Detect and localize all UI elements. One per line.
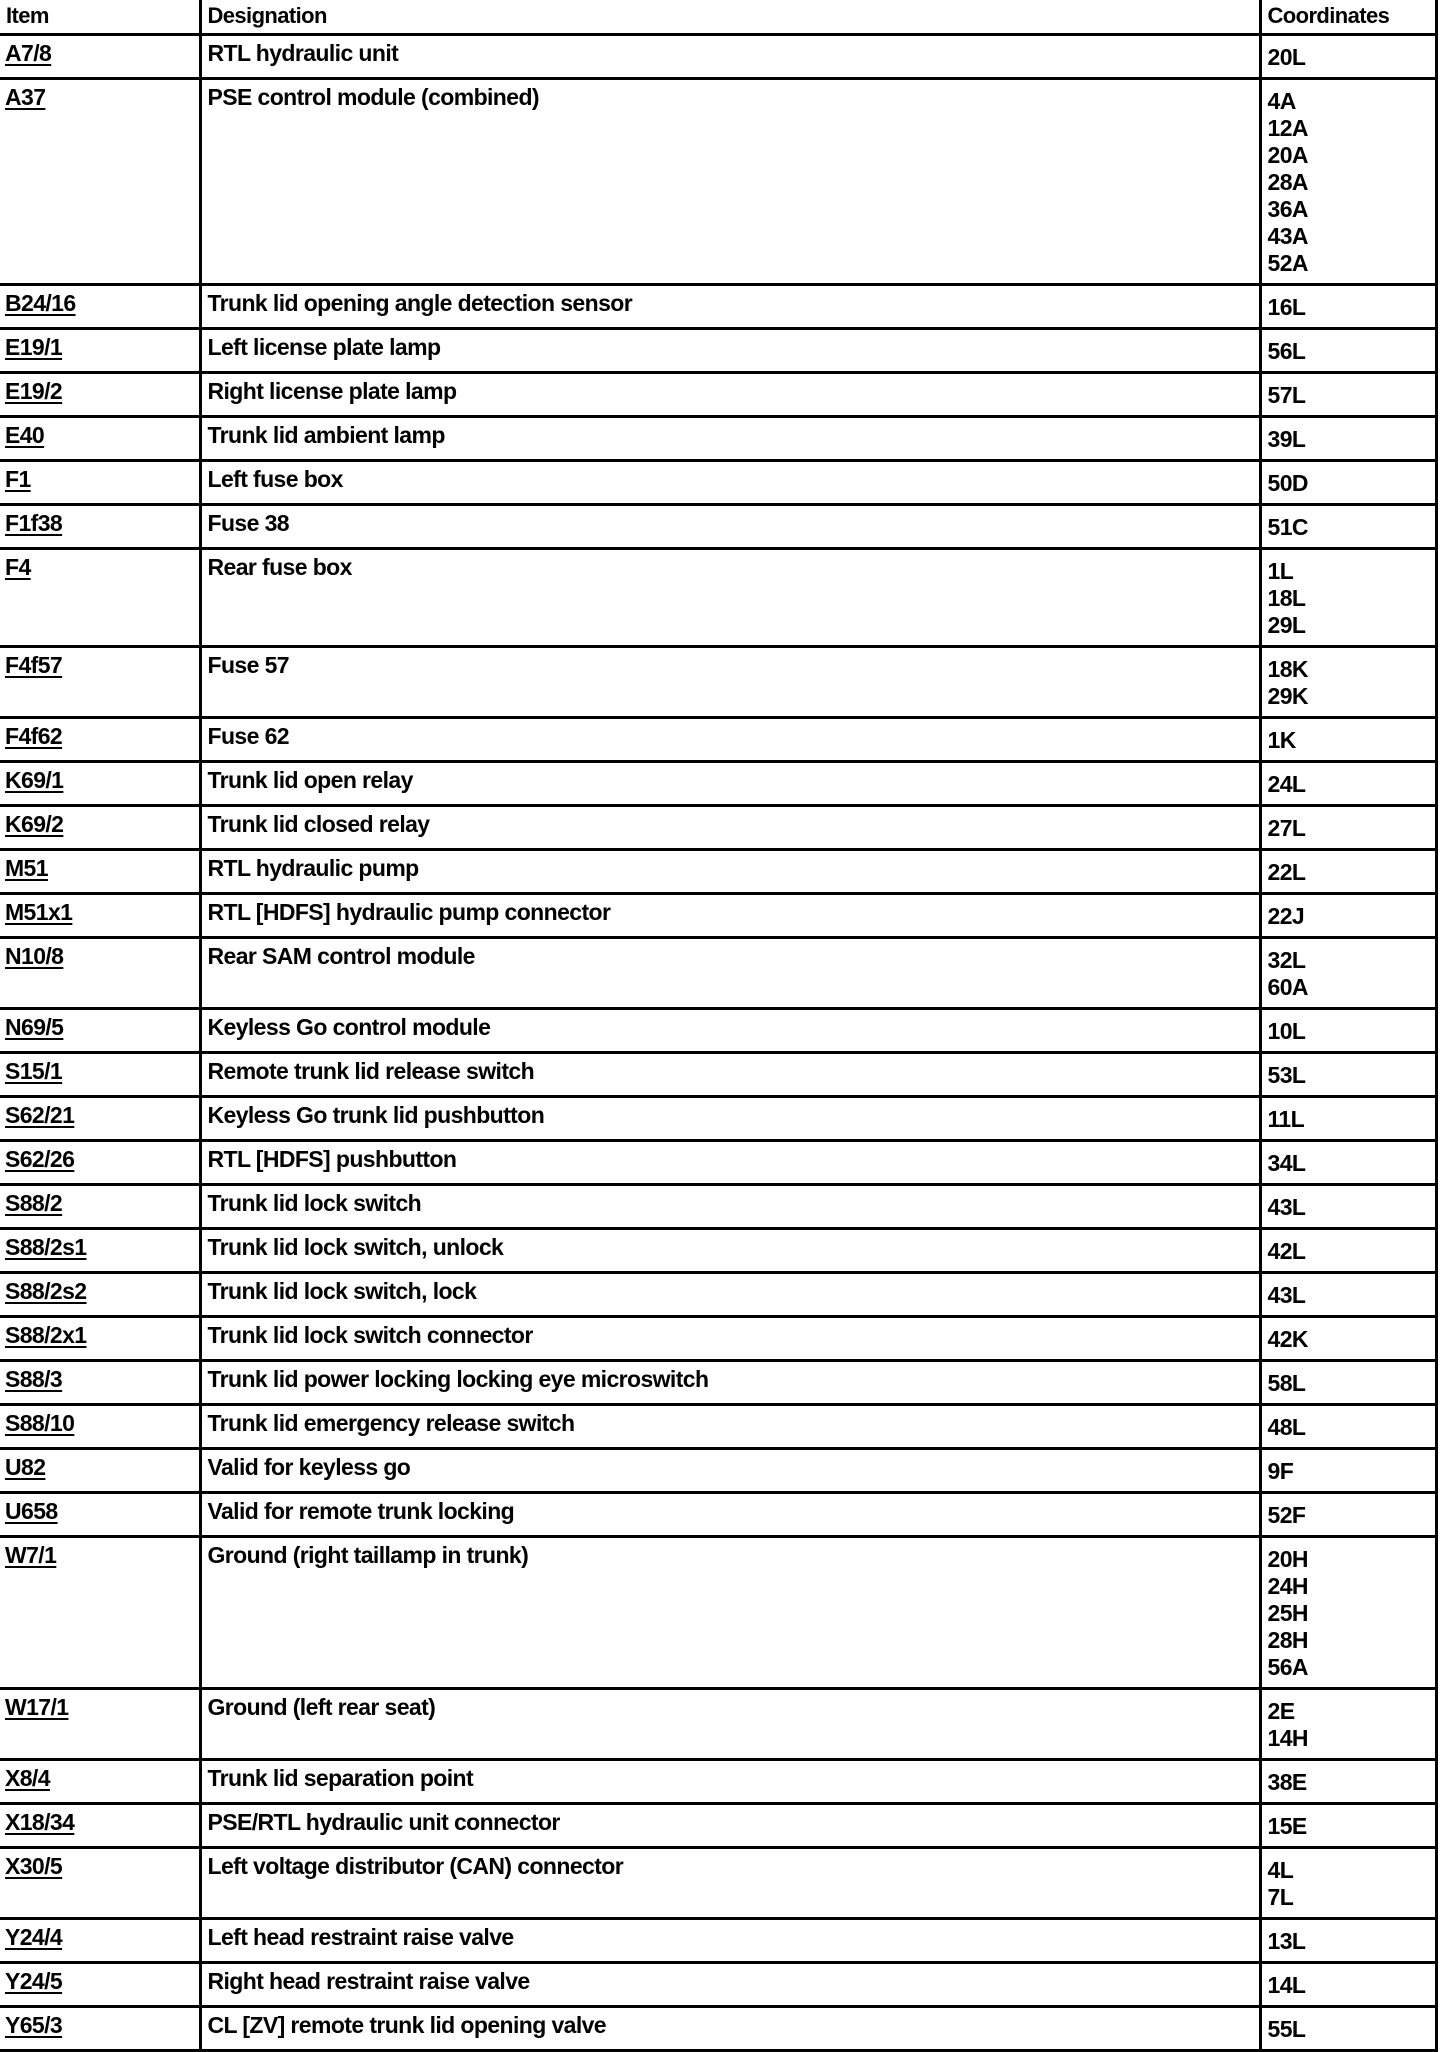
table-row: [0, 417, 1436, 461]
item-cell: [0, 285, 200, 329]
coordinate-value: 20A: [1267, 142, 1308, 168]
coordinate-value: 18L: [1267, 585, 1306, 611]
item-link[interactable]: S88/2x1: [5, 1322, 87, 1348]
column-header-designation: Designation: [200, 0, 1260, 35]
coordinate-value: 51C: [1267, 514, 1308, 540]
item-cell: [0, 1848, 200, 1919]
item-cell: [0, 1317, 200, 1361]
coordinates-cell: [1260, 1919, 1436, 1963]
item-link[interactable]: S62/21: [5, 1102, 75, 1128]
table-row: [0, 762, 1436, 806]
item-cell: [0, 79, 200, 285]
coordinates-cell: [1260, 718, 1436, 762]
designation-cell: Trunk lid open relay: [200, 762, 1260, 806]
designation-cell: Trunk lid closed relay: [200, 806, 1260, 850]
designation-cell: Remote trunk lid release switch: [200, 1053, 1260, 1097]
coordinate-value: 55L: [1267, 2016, 1306, 2042]
coordinates-cell: [1260, 79, 1436, 285]
item-link[interactable]: S88/3: [5, 1366, 63, 1392]
coordinates-cell: [1260, 1449, 1436, 1493]
designation-cell: Left head restraint raise valve: [200, 1919, 1260, 1963]
table-row: [0, 285, 1436, 329]
coordinates-cell: [1260, 1760, 1436, 1804]
coordinates-cell: [1260, 1493, 1436, 1537]
table-row: [0, 1689, 1436, 1760]
item-link[interactable]: U658: [5, 1498, 58, 1524]
item-cell: [0, 1185, 200, 1229]
coordinate-value: 29K: [1267, 683, 1308, 709]
item-cell: [0, 1009, 200, 1053]
coordinate-value: 14L: [1267, 1972, 1306, 1998]
designation-cell: PSE control module (combined): [200, 79, 1260, 285]
coordinate-value: 56L: [1267, 338, 1306, 364]
coordinates-cell: [1260, 35, 1436, 79]
designation-cell: Rear SAM control module: [200, 938, 1260, 1009]
coordinate-value: 38E: [1267, 1769, 1307, 1795]
table-row: [0, 806, 1436, 850]
item-link[interactable]: B24/16: [5, 290, 76, 316]
item-cell: [0, 373, 200, 417]
column-header-item: Item: [0, 0, 200, 35]
table-body: [0, 35, 1436, 2051]
item-cell: [0, 1097, 200, 1141]
designation-cell: Rear fuse box: [200, 549, 1260, 647]
coordinates-cell: [1260, 2007, 1436, 2051]
coordinate-value: 22J: [1267, 903, 1305, 929]
item-cell: [0, 1760, 200, 1804]
item-cell: [0, 938, 200, 1009]
item-link[interactable]: S15/1: [5, 1058, 63, 1084]
item-cell: [0, 417, 200, 461]
item-link[interactable]: Y24/4: [5, 1924, 63, 1950]
designation-cell: Right head restraint raise valve: [200, 1963, 1260, 2007]
designation-cell: Trunk lid opening angle detection sensor: [200, 285, 1260, 329]
item-link[interactable]: E19/2: [5, 378, 63, 404]
item-cell: [0, 647, 200, 718]
item-link[interactable]: U82: [5, 1454, 46, 1480]
coordinate-value: 24H: [1267, 1573, 1308, 1599]
table-row: [0, 850, 1436, 894]
item-cell: [0, 1361, 200, 1405]
item-link[interactable]: N69/5: [5, 1014, 64, 1040]
designation-cell: Trunk lid lock switch, lock: [200, 1273, 1260, 1317]
table-row: [0, 1141, 1436, 1185]
designation-cell: Trunk lid separation point: [200, 1760, 1260, 1804]
designation-cell: Keyless Go trunk lid pushbutton: [200, 1097, 1260, 1141]
item-link[interactable]: S88/2: [5, 1190, 63, 1216]
coordinate-value: 53L: [1267, 1062, 1306, 1088]
designation-cell: PSE/RTL hydraulic unit connector: [200, 1804, 1260, 1848]
coordinate-value: 10L: [1267, 1018, 1306, 1044]
table-row: [0, 1405, 1436, 1449]
item-link[interactable]: F1: [5, 466, 31, 492]
table-row: [0, 35, 1436, 79]
designation-cell: Valid for keyless go: [200, 1449, 1260, 1493]
coordinate-value: 18K: [1267, 656, 1308, 682]
coordinate-value: 11L: [1267, 1106, 1305, 1132]
item-link[interactable]: A7/8: [5, 40, 52, 66]
item-link[interactable]: M51: [5, 855, 48, 881]
item-link[interactable]: F4f57: [5, 652, 63, 678]
item-link[interactable]: F1f38: [5, 510, 63, 536]
coordinate-value: 24L: [1267, 771, 1306, 797]
coordinates-cell: [1260, 938, 1436, 1009]
designation-cell: Trunk lid lock switch: [200, 1185, 1260, 1229]
item-cell: [0, 1493, 200, 1537]
designation-cell: Trunk lid lock switch, unlock: [200, 1229, 1260, 1273]
item-link[interactable]: Y65/3: [5, 2012, 63, 2038]
item-cell: [0, 718, 200, 762]
designation-cell: CL [ZV] remote trunk lid opening valve: [200, 2007, 1260, 2051]
table-row: [0, 1317, 1436, 1361]
item-cell: [0, 2007, 200, 2051]
coordinate-value: 13L: [1267, 1928, 1306, 1954]
table-row: [0, 938, 1436, 1009]
item-cell: [0, 1919, 200, 1963]
item-link[interactable]: K69/2: [5, 811, 64, 837]
table-row: [0, 1097, 1436, 1141]
designation-cell: Fuse 38: [200, 505, 1260, 549]
coordinates-cell: [1260, 1273, 1436, 1317]
coordinates-cell: [1260, 1361, 1436, 1405]
item-cell: [0, 894, 200, 938]
coordinates-cell: [1260, 1537, 1436, 1689]
coordinate-value: 42L: [1267, 1238, 1306, 1264]
coordinates-cell: [1260, 329, 1436, 373]
designation-cell: Trunk lid ambient lamp: [200, 417, 1260, 461]
table-row: [0, 329, 1436, 373]
table-row: [0, 549, 1436, 647]
coordinates-cell: [1260, 894, 1436, 938]
coordinate-value: 34L: [1267, 1150, 1306, 1176]
item-link[interactable]: S62/26: [5, 1146, 75, 1172]
table-header-row: [0, 0, 1436, 35]
coordinate-value: 29L: [1267, 612, 1306, 638]
item-cell: [0, 1053, 200, 1097]
item-cell: [0, 329, 200, 373]
table-row: [0, 1053, 1436, 1097]
item-link[interactable]: E19/1: [5, 334, 63, 360]
designation-cell: Fuse 57: [200, 647, 1260, 718]
coordinate-value: 48L: [1267, 1414, 1306, 1440]
coordinate-value: 36A: [1267, 196, 1308, 222]
table-row: [0, 461, 1436, 505]
table-row: [0, 1449, 1436, 1493]
designation-cell: Valid for remote trunk locking: [200, 1493, 1260, 1537]
coordinate-value: 52F: [1267, 1502, 1306, 1528]
coordinate-value: 32L: [1267, 947, 1306, 973]
coordinate-value: 1K: [1267, 727, 1296, 753]
item-cell: [0, 1229, 200, 1273]
coordinates-cell: [1260, 1848, 1436, 1919]
designation-cell: RTL hydraulic unit: [200, 35, 1260, 79]
item-link[interactable]: M51x1: [5, 899, 73, 925]
coordinates-cell: [1260, 461, 1436, 505]
item-link[interactable]: F4f62: [5, 723, 63, 749]
coordinate-value: 57L: [1267, 382, 1306, 408]
coordinates-cell: [1260, 762, 1436, 806]
column-header-coordinates: Coordinates: [1260, 0, 1436, 35]
coordinates-cell: [1260, 505, 1436, 549]
coordinates-cell: [1260, 417, 1436, 461]
coordinates-cell: [1260, 1804, 1436, 1848]
item-cell: [0, 1537, 200, 1689]
designation-cell: Trunk lid power locking locking eye microswitch: [200, 1361, 1260, 1405]
coordinates-cell: [1260, 1097, 1436, 1141]
designation-cell: RTL [HDFS] pushbutton: [200, 1141, 1260, 1185]
item-link[interactable]: N10/8: [5, 943, 64, 969]
coordinates-cell: [1260, 1689, 1436, 1760]
item-cell: [0, 1141, 200, 1185]
designation-cell: Trunk lid emergency release switch: [200, 1405, 1260, 1449]
item-cell: [0, 35, 200, 79]
item-link[interactable]: Y24/5: [5, 1968, 63, 1994]
item-link[interactable]: X30/5: [5, 1853, 63, 1879]
table-row: [0, 1361, 1436, 1405]
table-row: [0, 1229, 1436, 1273]
item-cell: [0, 1449, 200, 1493]
coordinates-cell: [1260, 549, 1436, 647]
designation-cell: Fuse 62: [200, 718, 1260, 762]
coordinates-cell: [1260, 1009, 1436, 1053]
item-cell: [0, 1804, 200, 1848]
item-cell: [0, 806, 200, 850]
table-row: [0, 505, 1436, 549]
coordinates-cell: [1260, 1141, 1436, 1185]
table-row: [0, 2007, 1436, 2051]
coordinate-value: 1L: [1267, 558, 1294, 584]
item-cell: [0, 1689, 200, 1760]
table-row: [0, 1009, 1436, 1053]
table-row: [0, 373, 1436, 417]
coordinate-value: 4L: [1267, 1857, 1294, 1883]
coordinate-value: 56A: [1267, 1654, 1308, 1680]
designation-cell: Left voltage distributor (CAN) connector: [200, 1848, 1260, 1919]
coordinate-value: 39L: [1267, 426, 1306, 452]
table-row: [0, 894, 1436, 938]
coordinate-value: 27L: [1267, 815, 1306, 841]
coordinate-value: 28A: [1267, 169, 1308, 195]
coordinate-value: 15E: [1267, 1813, 1307, 1839]
table-row: [0, 1804, 1436, 1848]
coordinates-cell: [1260, 1317, 1436, 1361]
coordinate-value: 42K: [1267, 1326, 1308, 1352]
coordinate-value: 9F: [1267, 1458, 1294, 1484]
item-link[interactable]: S88/2s1: [5, 1234, 87, 1260]
coordinate-value: 14H: [1267, 1725, 1308, 1751]
item-cell: [0, 850, 200, 894]
item-link[interactable]: S88/10: [5, 1410, 75, 1436]
coordinates-cell: [1260, 1053, 1436, 1097]
coordinate-value: 20L: [1267, 44, 1306, 70]
coordinate-value: 43L: [1267, 1282, 1306, 1308]
designation-cell: Right license plate lamp: [200, 373, 1260, 417]
item-cell: [0, 1405, 200, 1449]
item-link[interactable]: F4: [5, 554, 31, 580]
coordinate-value: 43L: [1267, 1194, 1306, 1220]
item-link[interactable]: A37: [5, 84, 46, 110]
coordinate-value: 52A: [1267, 250, 1308, 276]
coordinate-value: 58L: [1267, 1370, 1306, 1396]
designation-cell: Ground (left rear seat): [200, 1689, 1260, 1760]
coordinate-value: 22L: [1267, 859, 1306, 885]
item-cell: [0, 1273, 200, 1317]
coordinate-value: 7L: [1267, 1884, 1294, 1910]
designation-cell: Left license plate lamp: [200, 329, 1260, 373]
table-row: [0, 1493, 1436, 1537]
coordinate-value: 2E: [1267, 1698, 1295, 1724]
coordinate-value: 43A: [1267, 223, 1308, 249]
item-cell: [0, 505, 200, 549]
coordinate-value: 12A: [1267, 115, 1308, 141]
coordinates-cell: [1260, 1185, 1436, 1229]
designation-cell: Left fuse box: [200, 461, 1260, 505]
table-row: [0, 1273, 1436, 1317]
coordinate-value: 16L: [1267, 294, 1306, 320]
coordinate-value: 25H: [1267, 1600, 1308, 1626]
designation-cell: RTL hydraulic pump: [200, 850, 1260, 894]
coordinate-value: 20H: [1267, 1546, 1308, 1572]
coordinate-value: 60A: [1267, 974, 1308, 1000]
table-row: [0, 647, 1436, 718]
coordinate-value: 28H: [1267, 1627, 1308, 1653]
coordinates-cell: [1260, 373, 1436, 417]
designation-cell: Keyless Go control module: [200, 1009, 1260, 1053]
item-link[interactable]: K69/1: [5, 767, 64, 793]
designation-cell: Trunk lid lock switch connector: [200, 1317, 1260, 1361]
coordinates-cell: [1260, 1229, 1436, 1273]
item-link[interactable]: S88/2s2: [5, 1278, 87, 1304]
coordinates-cell: [1260, 647, 1436, 718]
table-row: [0, 79, 1436, 285]
coordinates-cell: [1260, 850, 1436, 894]
coordinates-cell: [1260, 1405, 1436, 1449]
table-row: [0, 1848, 1436, 1919]
table-row: [0, 1537, 1436, 1689]
item-cell: [0, 461, 200, 505]
coordinate-value: 4A: [1267, 88, 1296, 114]
designation-cell: Ground (right taillamp in trunk): [200, 1537, 1260, 1689]
item-link[interactable]: W7/1: [5, 1542, 57, 1568]
table-row: [0, 1760, 1436, 1804]
item-link[interactable]: W17/1: [5, 1694, 69, 1720]
designation-cell: RTL [HDFS] hydraulic pump connector: [200, 894, 1260, 938]
item-link[interactable]: X8/4: [5, 1765, 50, 1791]
item-link[interactable]: E40: [5, 422, 45, 448]
table-row: [0, 718, 1436, 762]
item-cell: [0, 762, 200, 806]
coordinates-cell: [1260, 806, 1436, 850]
item-cell: [0, 549, 200, 647]
table-row: [0, 1185, 1436, 1229]
table-row: [0, 1919, 1436, 1963]
item-link[interactable]: X18/34: [5, 1809, 75, 1835]
coordinates-cell: [1260, 285, 1436, 329]
coordinate-value: 50D: [1267, 470, 1308, 496]
